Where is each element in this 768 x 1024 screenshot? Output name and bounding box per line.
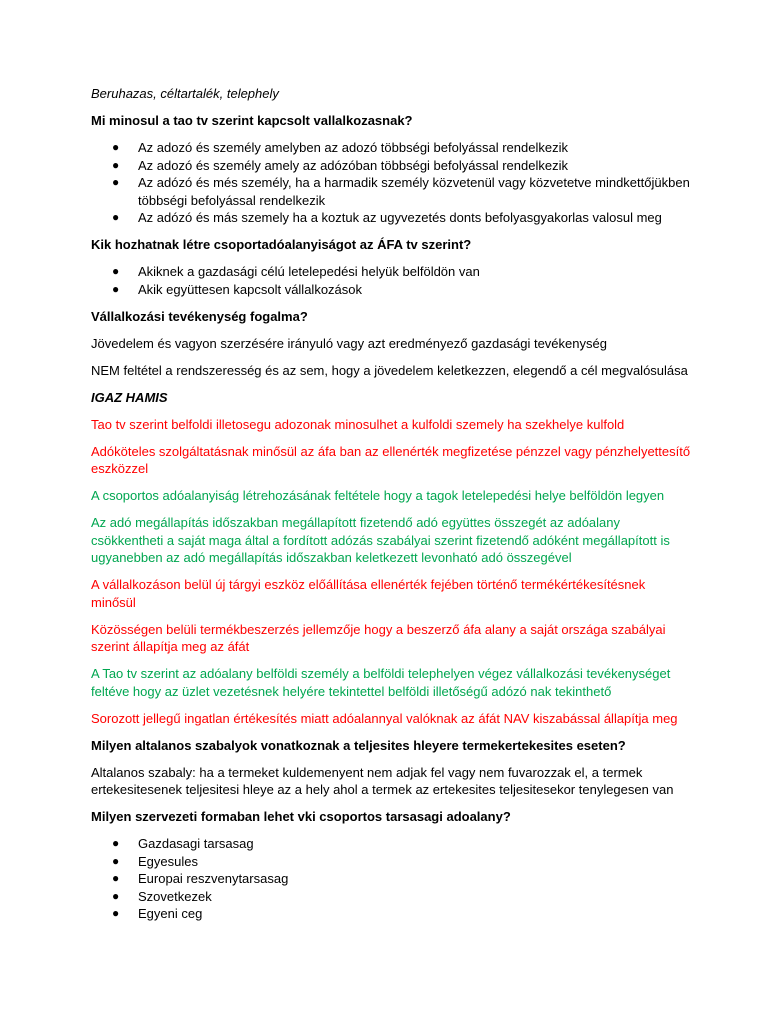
bullet-icon: ● (112, 871, 120, 885)
list-item-text: Az adozó és személy amelyben az adozó többségi befolyással rendelkezik (138, 140, 568, 155)
question-vallalkozasi-tevekenyseg: Vállalkozási tevékenység fogalma? (91, 308, 308, 324)
list-item (91, 853, 691, 871)
answer-paragraph: Altalanos szabaly: ha a termeket kuldemenyent nem adjak fel vagy nem fuvarozzak el, a termek ertekesitesenek teljesitesi hleye az a hely ahol a termek az ertekesites teljesitesekor tenylegesen van (91, 764, 674, 797)
answer-list-szervezeti-forma (91, 835, 691, 923)
list-item (91, 139, 691, 157)
list-item (91, 157, 691, 175)
document-heading: Beruhazas, céltartalék, telephely (91, 86, 279, 101)
bullet-icon: ● (112, 888, 120, 903)
list-item-text: Akiknek a gazdasági célú letelepedési helyük belföldön van (138, 264, 480, 279)
list-item (91, 870, 691, 888)
statement-false: Közösségen belüli termékbeszerzés jellemzője hogy a beszerző áfa alany a saját országa szabályai szerint állapítja meg az áfát (91, 621, 666, 654)
list-item-text: Akik együttesen kapcsolt vállalkozások (138, 281, 363, 297)
statement-false: Tao tv szerint belfoldi illetosegu adozonak minosulhet a kulfoldi szemely ha szekhelye kulfold (91, 416, 625, 432)
answer-list-csoportadoalanyisag (91, 263, 691, 298)
statement-true: A Tao tv szerint az adóalany belföldi személy a belföldi telephelyen végez vállalkozási tevékenységet feltéve hogy az üzlet vezetésnek helyére tekintettel belföldi illetőségű adózó nak tekinthető (91, 666, 671, 699)
list-item-text: Egyesules (138, 853, 198, 869)
bullet-icon: ● (112, 210, 120, 224)
list-item (91, 263, 691, 281)
bullet-icon: ● (112, 140, 120, 154)
bullet-icon: ● (112, 836, 120, 850)
bullet-icon: ● (112, 281, 120, 296)
bullet-icon: ● (112, 175, 120, 189)
bullet-icon: ● (112, 906, 120, 920)
question-teljesites-helye: Milyen altalanos szabalyok vonatkoznak a teljesites hleyere termekertekesites eseten? (91, 737, 626, 753)
section-heading-igaz-hamis: IGAZ HAMIS (91, 389, 168, 405)
question-csoportadoalanyisag: Kik hozhatnak létre csoportadóalanyiságot az ÁFA tv szerint? (91, 237, 472, 252)
list-item-text: Europai reszvenytarsasag (138, 871, 289, 886)
list-item-text: Gazdasagi tarsasag (138, 836, 254, 851)
answer-list-kapcsolt-vallalkozas (91, 139, 691, 227)
document-page (91, 85, 691, 932)
statement-false: Sorozott jellegű ingatlan értékesítés miatt adóalannyal valóknak az áfát NAV kiszabással állapítja meg (91, 710, 678, 726)
list-item (91, 888, 691, 906)
list-item (91, 905, 691, 923)
answer-paragraph: Jövedelem és vagyon szerzésére irányuló vagy azt eredményező gazdasági tevékenység (91, 335, 607, 351)
list-item (91, 209, 691, 227)
statement-true: A csoportos adóalanyiság létrehozásának feltétele hogy a tagok letelepedési helye belföldön legyen (91, 488, 665, 503)
list-item (91, 281, 691, 299)
bullet-icon: ● (112, 157, 120, 172)
answer-paragraph: NEM feltétel a rendszeresség és az sem, hogy a jövedelem keletkezzen, elegendő a cél megvalósulása (91, 362, 688, 378)
question-kapcsolt-vallalkozas: Mi minosul a tao tv szerint kapcsolt vallalkozasnak? (91, 113, 413, 128)
list-item-text: Az adózó és més személy, ha a harmadik személy közvetenül vagy közvetetve mindkettőjükben többségi befolyással rendelkezik (138, 175, 690, 208)
statement-false: Adóköteles szolgáltatásnak minősül az áfa ban az ellenérték megfizetése pénzzel vagy pénzhelyettesítő eszközzel (91, 443, 691, 476)
statement-true: Az adó megállapítás időszakban megállapított fizetendő adó együttes összegét az adóalany csökkentheti a saját maga által a fordított adózás szabályai szerint fizetendő adóként megállapított is ugyanebben az adó megállapítás időszakban keletkezett levonható adó összegével (91, 515, 670, 565)
bullet-icon: ● (112, 853, 120, 868)
list-item (91, 174, 691, 209)
list-item (91, 835, 691, 853)
bullet-icon: ● (112, 264, 120, 278)
list-item-text: Egyeni ceg (138, 906, 203, 921)
list-item-text: Az adózó és más szemely ha a koztuk az ugyvezetés donts befolyasgyakorlas valosul meg (138, 210, 662, 225)
list-item-text: Szovetkezek (138, 888, 212, 904)
list-item-text: Az adozó és személy amely az adózóban többségi befolyással rendelkezik (138, 157, 568, 173)
statement-false: A vállalkozáson belül új tárgyi eszköz előállítása ellenérték fejében történő termékértékesítésnek minősül (91, 577, 646, 610)
question-szervezeti-forma: Milyen szervezeti formaban lehet vki csoportos tarsasagi adoalany? (91, 809, 511, 824)
